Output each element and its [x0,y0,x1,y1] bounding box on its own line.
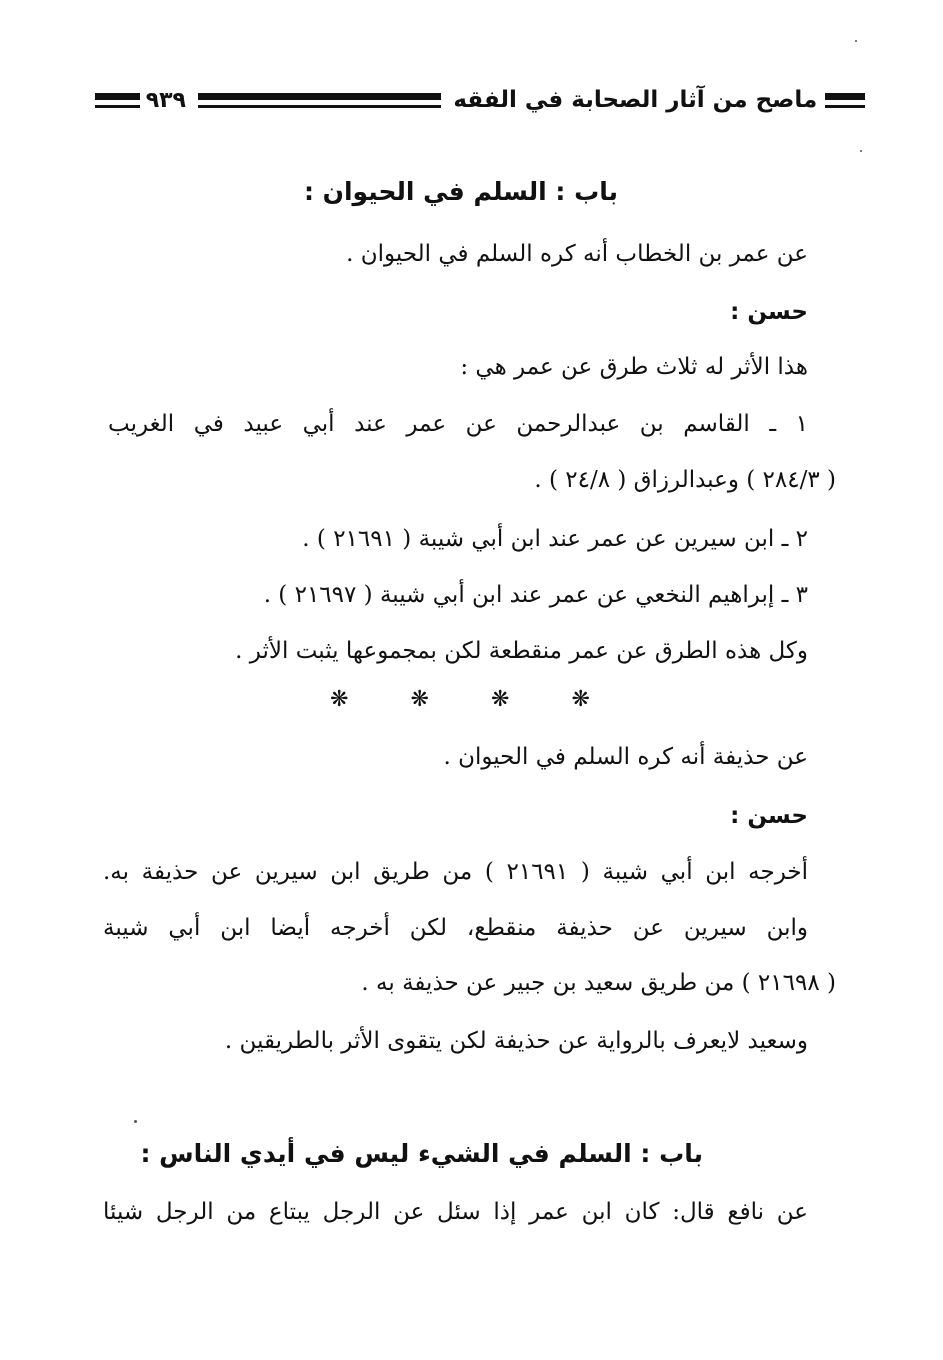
paragraph-hudhayfa-interrupted: وابن سيرين عن حذيفة منقطع، لكن أخرجه أيضا ابن أبي شيبة [103,915,808,941]
paragraph-hudhayfa-second-route: ( ٢١٦٩٨ ) من طريق سعيد بن جبير عن حذيفة به . [361,970,836,996]
paragraph-route-3: ٣ ـ إبراهيم النخعي عن عمر عند ابن أبي شيبة ( ٢١٦٩٧ ) . [263,582,808,608]
paragraph-three-routes: هذا الأثر له ثلاث طرق عن عمر هي : [460,354,808,380]
running-header [95,80,865,120]
section-heading-salam-not-possessed: باب : السلم في الشيء ليس في أيدي الناس : [140,1139,703,1168]
separator-star: ❋ [410,687,429,712]
paragraph-hudhayfa-source: أخرجه ابن أبي شيبة ( ٢١٦٩١ ) من طريق ابن سيرين عن حذيفة به. [103,859,808,885]
paragraph-hudhayfa-report: عن حذيفة أنه كره السلم في الحيوان . [443,744,808,770]
header-rule-left [95,93,140,108]
section-separator [330,686,590,714]
scan-speck [860,150,862,152]
paragraph-routes-conclusion: وكل هذه الطرق عن عمر منقطعة لكن بمجموعها يثبت الأثر . [235,638,808,664]
page-number: ٩٣٩ [145,87,186,113]
separator-star: ❋ [491,687,510,712]
grade-label: حسن : [730,803,808,829]
separator-star: ❋ [571,687,590,712]
separator-star: ❋ [330,687,349,712]
paragraph-route-2: ٢ ـ ابن سيرين عن عمر عند ابن أبي شيبة ( ٢١٦٩١ ) . [302,526,808,552]
scan-speck [134,1120,137,1123]
paragraph-nafi-report: عن نافع قال: كان ابن عمر إذا سئل عن الرجل يبتاع من الرجل شيئا [103,1199,808,1225]
paragraph-umar-report: عن عمر بن الخطاب أنه كره السلم في الحيوان . [346,241,808,267]
scan-speck [855,40,857,42]
header-title: ماصح من آثار الصحابة في الفقه [453,87,818,113]
grade-label: حسن : [730,299,808,325]
header-rule-right [825,93,865,108]
paragraph-route-1: ١ ـ القاسم بن عبدالرحمن عن عمر عند أبي عبيد في الغريب [108,411,808,437]
section-heading-salam-animals: باب : السلم في الحيوان : [303,177,618,206]
paragraph-route-1-continued: ( ٢٨٤/٣ ) وعبدالرزاق ( ٢٤/٨ ) . [534,467,836,493]
paragraph-hudhayfa-conclusion: وسعيد لايعرف بالرواية عن حذيفة لكن يتقوى الأثر بالطريقين . [224,1028,808,1054]
header-rule-middle [198,93,441,108]
